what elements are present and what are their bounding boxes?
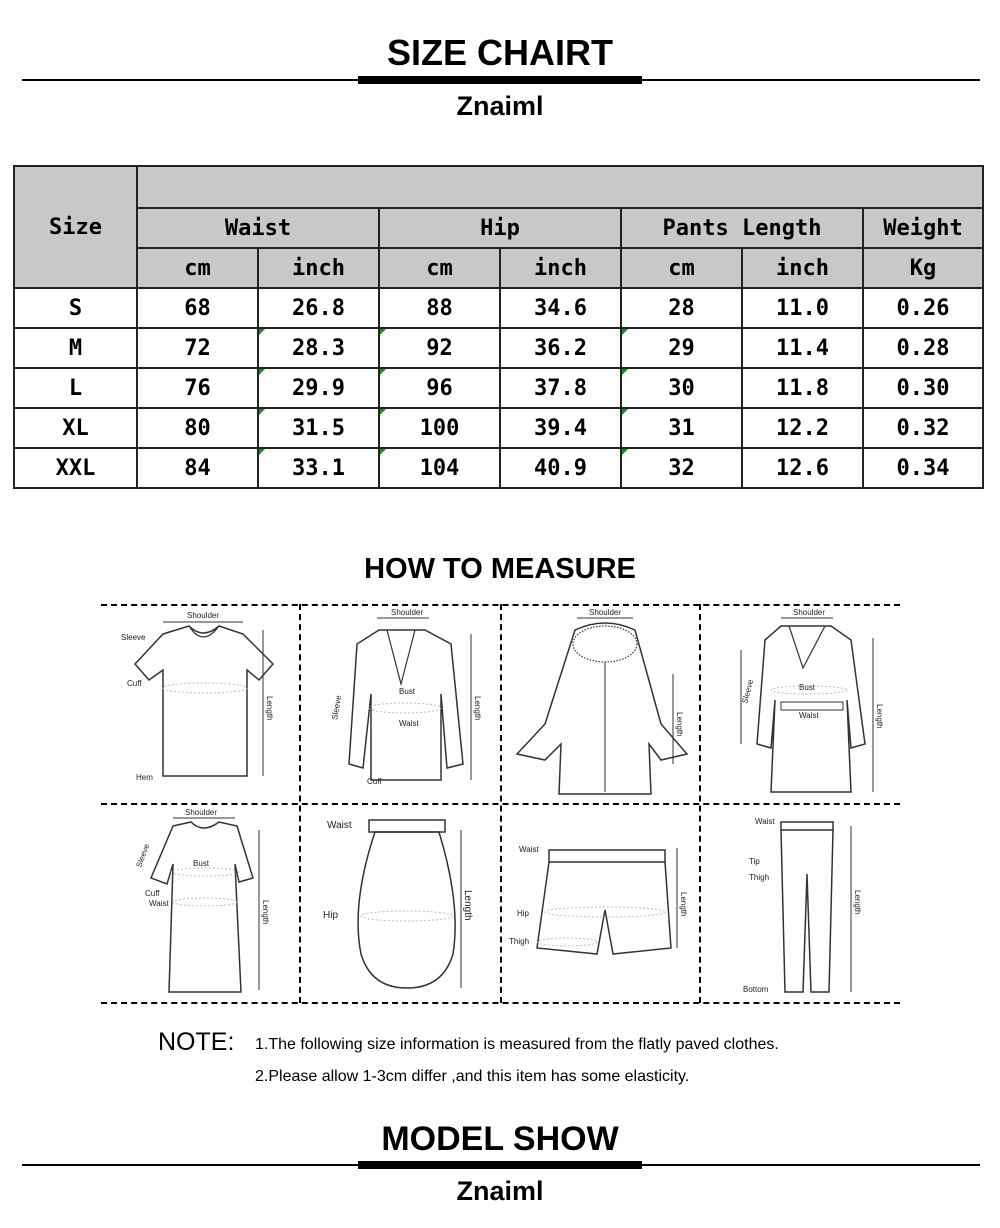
value-cell: 100 <box>379 408 500 448</box>
table-row <box>14 408 983 448</box>
value-cell: 36.2 <box>500 328 621 368</box>
table-row <box>14 328 983 368</box>
label-length: Length <box>261 900 270 925</box>
label-length: Length <box>462 890 473 921</box>
note-label: NOTE: <box>158 1028 235 1056</box>
label-cuff: Cuff <box>127 679 142 688</box>
table-header-row <box>14 166 983 208</box>
label-bust: Bust <box>399 687 416 696</box>
unit-cell: cm <box>379 248 500 288</box>
unit-cell: inch <box>258 248 379 288</box>
label-thigh: Thigh <box>749 873 770 882</box>
label-length: Length <box>853 890 862 915</box>
unit-cell: inch <box>500 248 621 288</box>
label-hip: Hip <box>323 910 339 921</box>
value-cell: 0.30 <box>863 368 983 408</box>
measure-grid <box>101 604 900 1003</box>
value-cell: 11.0 <box>742 288 863 328</box>
label-sleeve: Sleeve <box>330 694 344 721</box>
value-cell: 0.28 <box>863 328 983 368</box>
value-cell: 34.6 <box>500 288 621 328</box>
label-shoulder: Shoulder <box>391 608 424 617</box>
unit-cell: cm <box>621 248 742 288</box>
unit-cell: cm <box>137 248 258 288</box>
value-cell: 84 <box>137 448 258 488</box>
value-cell: 26.8 <box>258 288 379 328</box>
label-thigh: Thigh <box>509 937 530 946</box>
model-show-title: MODEL SHOW <box>381 1120 619 1158</box>
footer-brand-name: Znaiml <box>456 1176 544 1206</box>
size-cell: L <box>14 368 137 408</box>
group-waist: Waist <box>137 208 379 248</box>
dress-diagram <box>101 804 301 1004</box>
value-cell: 80 <box>137 408 258 448</box>
cape-coat-diagram <box>501 604 701 804</box>
size-cell: M <box>14 328 137 368</box>
brand-name: Znaiml <box>456 91 544 121</box>
value-cell: 96 <box>379 368 500 408</box>
value-cell: 28.3 <box>258 328 379 368</box>
label-sleeve: Sleeve <box>740 678 756 705</box>
label-sleeve: Sleeve <box>134 842 152 869</box>
how-to-measure-title: HOW TO MEASURE <box>364 553 636 585</box>
label-waist: Waist <box>399 719 419 728</box>
value-cell: 29 <box>621 328 742 368</box>
value-cell: 11.4 <box>742 328 863 368</box>
header-rule-accent <box>358 76 642 84</box>
label-shoulder: Shoulder <box>589 608 622 617</box>
blazer-diagram <box>301 604 501 804</box>
note-line-2: 2.Please allow 1-3cm differ ,and this item has some elasticity. <box>255 1068 690 1085</box>
footer-rule-accent <box>358 1161 642 1169</box>
shorts-diagram <box>501 804 701 1004</box>
label-waist: Waist <box>519 845 539 854</box>
value-cell: 0.32 <box>863 408 983 448</box>
group-weight: Weight <box>863 208 983 248</box>
value-cell: 39.4 <box>500 408 621 448</box>
group-pants-length: Pants Length <box>621 208 863 248</box>
value-cell: 0.26 <box>863 288 983 328</box>
size-header: Size <box>14 166 137 288</box>
table-unit-row <box>14 248 983 288</box>
label-cuff: Cuff <box>367 777 382 786</box>
long-coat-diagram <box>701 604 901 804</box>
value-cell: 37.8 <box>500 368 621 408</box>
label-waist: Waist <box>799 711 819 720</box>
value-cell: 40.9 <box>500 448 621 488</box>
trousers-diagram <box>701 804 901 1004</box>
table-row <box>14 288 983 328</box>
value-cell: 72 <box>137 328 258 368</box>
value-cell: 30 <box>621 368 742 408</box>
label-sleeve: Sleeve <box>121 633 146 642</box>
table-row <box>14 368 983 408</box>
label-waist: Waist <box>149 899 169 908</box>
value-cell: 11.8 <box>742 368 863 408</box>
label-length: Length <box>675 712 684 737</box>
value-cell: 12.6 <box>742 448 863 488</box>
value-cell: 32 <box>621 448 742 488</box>
table-row <box>14 448 983 488</box>
size-chart-title: SIZE CHAIRT <box>386 32 613 73</box>
label-bust: Bust <box>193 859 210 868</box>
table-group-row <box>14 208 983 248</box>
label-waist: Waist <box>755 817 775 826</box>
label-length: Length <box>265 696 274 721</box>
label-length: Length <box>679 892 688 917</box>
unit-cell: inch <box>742 248 863 288</box>
label-waist: Waist <box>327 820 352 831</box>
skirt-diagram <box>301 804 501 1004</box>
value-cell: 104 <box>379 448 500 488</box>
label-shoulder: Shoulder <box>793 608 826 617</box>
value-cell: 88 <box>379 288 500 328</box>
unit-cell: Kg <box>863 248 983 288</box>
value-cell: 29.9 <box>258 368 379 408</box>
value-cell: 68 <box>137 288 258 328</box>
value-cell: 92 <box>379 328 500 368</box>
label-bottom: Bottom <box>743 985 769 994</box>
group-hip: Hip <box>379 208 621 248</box>
label-bust: Bust <box>799 683 816 692</box>
value-cell: 31 <box>621 408 742 448</box>
label-hip: Hip <box>517 909 530 918</box>
label-cuff: Cuff <box>145 889 160 898</box>
value-cell: 31.5 <box>258 408 379 448</box>
label-shoulder: Shoulder <box>187 611 220 620</box>
value-cell: 33.1 <box>258 448 379 488</box>
label-hem: Hem <box>136 773 153 782</box>
label-tip: Tip <box>749 857 760 866</box>
note-line-1: 1.The following size information is measured from the flatly paved clothes. <box>255 1036 779 1053</box>
size-cell: XXL <box>14 448 137 488</box>
table-header-blank <box>137 166 983 208</box>
tshirt-diagram <box>101 604 301 804</box>
size-cell: XL <box>14 408 137 448</box>
value-cell: 28 <box>621 288 742 328</box>
value-cell: 0.34 <box>863 448 983 488</box>
label-shoulder: Shoulder <box>185 808 218 817</box>
value-cell: 12.2 <box>742 408 863 448</box>
label-length: Length <box>473 696 482 721</box>
size-table <box>13 165 984 489</box>
value-cell: 76 <box>137 368 258 408</box>
size-cell: S <box>14 288 137 328</box>
label-length: Length <box>875 704 884 729</box>
